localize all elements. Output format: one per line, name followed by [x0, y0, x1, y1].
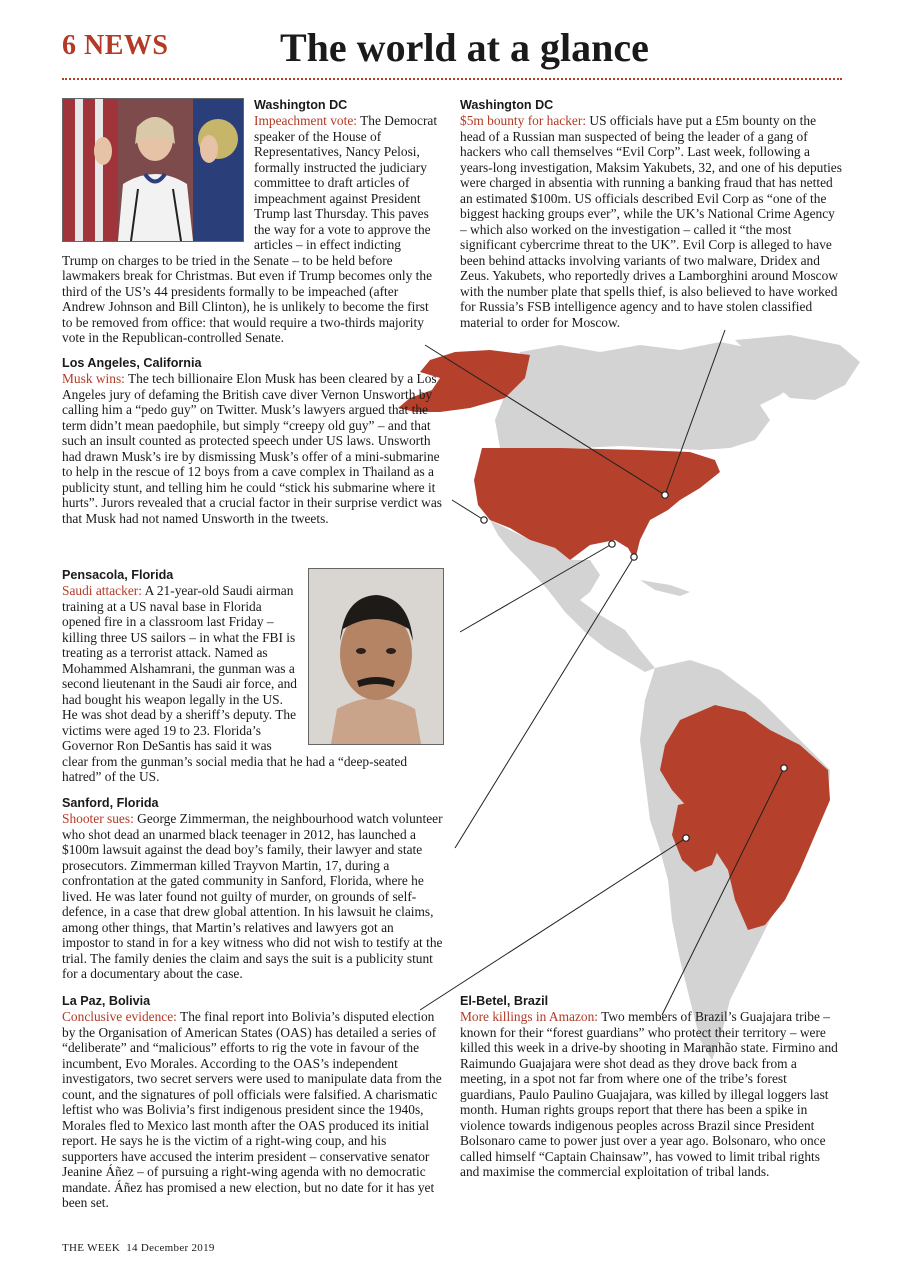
story-body: The Democrat speaker of the House of Representatives, Nancy Pelosi, formally instructed the judiciary committee to draft articles of impeachment against President Trump last Thursday. This paves the way for a vote to approve the articles – in effect indicting Trump on charges to be tried in the Senate – to be held before lawmakers break for Christmas. But even if Trump becomes only the third of the US’s 44 presidents formally to be impeached (after Andrew Johnson and Bill Clinton), he is unlikely to become the first to be removed from office: that would require a two-thirds majority vote in the Republican-controlled Senate. — [62, 113, 438, 345]
story-place: Washington DC — [460, 98, 554, 112]
story-los-angeles — [62, 356, 446, 526]
story-washington-hacker — [460, 98, 842, 330]
story-kicker: $5m bounty for hacker: — [460, 113, 587, 128]
alshamrani-photo-illustration — [309, 569, 443, 744]
story-pensacola — [62, 568, 444, 785]
story-place: La Paz, Bolivia — [62, 994, 151, 1008]
story-el-betel — [460, 994, 840, 1180]
alshamrani-photo — [308, 568, 444, 745]
story-kicker: Musk wins: — [62, 371, 125, 386]
publication-name: THE WEEK — [62, 1242, 121, 1254]
story-kicker: Impeachment vote: — [254, 113, 357, 128]
page-footer — [62, 1242, 215, 1254]
cuba-land — [640, 580, 690, 596]
story-place: Sanford, Florida — [62, 796, 159, 810]
story-place: Pensacola, Florida — [62, 568, 174, 582]
story-kicker: Conclusive evidence: — [62, 1009, 177, 1024]
story-place: Los Angeles, California — [62, 356, 202, 370]
story-place: El-Betel, Brazil — [460, 994, 549, 1008]
story-washington-impeachment — [62, 98, 440, 346]
issue-date: 14 December 2019 — [126, 1242, 215, 1254]
pelosi-photo — [62, 98, 244, 242]
pelosi-photo-illustration — [63, 99, 243, 241]
story-la-paz — [62, 994, 442, 1211]
story-kicker: Shooter sues: — [62, 811, 134, 826]
story-kicker: More killings in Amazon: — [460, 1009, 598, 1024]
page-title: The world at a glance — [280, 25, 649, 70]
section-name: NEWS — [84, 30, 169, 61]
story-body: A 21-year-old Saudi airman training at a US naval base in Florida opened fire in a classroom last Friday – killing three US sailors – in what the FBI is treating as a terrorist attack. Named as Mohammed Alshamrani, the gunman was a second lieutenant in the Saudi air force, and had bought his weapon legally in the US. He was shot dead by a sheriff’s deputy. The victims were aged 19 to 23. Florida’s Governor Ron DeSantis has said it was clear from the gunman’s social media that he had a “deep-seated hatred” of the US. — [62, 583, 408, 784]
page-number: 6 — [62, 30, 77, 61]
story-body: George Zimmerman, the neighbourhood watch volunteer who shot dead an unarmed black teenager in 2012, has launched a $100m lawsuit against the dead boy’s family, their lawyer and state prosecutors. Zimmerman killed Trayvon Martin, 17, during a confrontation at the gated community in Sanford, Florida, where he lived. He was later found not guilty of murder, on grounds of self-defence, in a case that drew global attention. In his lawsuit he claims, among other things, that Martin’s relatives and lawyers got an impostor to stand in for a key witness who did not wish to testify at the trial. The family denies the claim and says the suit is a publicity stunt for a documentary about the case. — [62, 811, 443, 981]
story-body: Two members of Brazil’s Guajajara tribe – known for their “forest guardians” who protect their territory – were killed this week in a drive-by shooting in Maranhão state. Firmino and Raimundo Guajajara were shot dead as they drove back from a meeting, in a spot not far from where one of the tribe’s forest guardians, Paulo Paulino Guajajara, was killed by illegal loggers last month. Human rights groups report that there has been a spike in violence towards indigenous peoples across Brazil since President Bolsonaro came to power just over a year ago. Bolsonaro, who once called himself “Captain Chainsaw”, has vowed to limit tribal rights and maximise the commercial exploitation of tribal lands. — [460, 1009, 838, 1179]
story-kicker: Saudi attacker: — [62, 583, 142, 598]
story-body: The final report into Bolivia’s disputed election by the Organisation of American States (OAS) has detailed a series of “deliberate” and “malicious” efforts to rig the vote in favour of the incumbent, Evo Morales. According to the OAS’s independent investigators, two secret servers were used to manipulate data from the count, and the signatures of poll officials were falsified. A charismatic leftist who was Bolivia’s first indigenous president since the 1940s, Morales fled to Mexico last month after the OAS produced its initial report. He says he is the victim of a right-wing coup, and his supporters have accused the interim president – conservative senator Jeanine Áñez – of pursuing a right-wing agenda with no democratic mandate. Áñez has promised a new election, but no date for it has yet been set. — [62, 1009, 442, 1210]
story-sanford — [62, 796, 444, 982]
story-body: The tech billionaire Elon Musk has been cleared by a Los Angeles jury of defaming the British cave diver Vernon Unsworth by calling him a “pedo guy” on Twitter. Musk’s lawyers argued that the term didn’t mean paedophile, but simply “creepy old guy” – and that such an insult counted as protected speech under US laws. Unsworth had drawn Musk’s ire by dismissing Musk’s offer of a mini-submarine to help in the rescue of 12 boys from a cave complex in Thailand as a publicity stunt, and telling him he could “stick his submarine where it hurts”. Jurors revealed that a crucial factor in their surprise verdict was that Musk had not named Unsworth in the tweets. — [62, 371, 442, 526]
story-body: US officials have put a £5m bounty on the head of a Russian man suspected of being the leader of a gang of hackers who call themselves “Evil Corp”. Last week, following a years-long investigation, Maksim Yakubets, 32, and one of his deputies were charged in absentia with running a banking fraud that has netted an estimated $100m. US officials described Evil Corp as “one of the biggest hacking groups ever”, while the UK’s National Crime Agency – which also worked on the investigation – called it “the most significant cybercrime threat to the UK”. Evil Corp is alleged to have been behind attacks involving variants of two malware, Dridex and Zeus. Yakubets, who reportedly drives a Lamborghini around Moscow with the number plate that spells thief, is also believed to have worked for Russia’s FSB intelligence agency and to have stolen classified material to order for Moscow. — [460, 113, 842, 330]
story-place: Washington DC — [254, 98, 348, 112]
